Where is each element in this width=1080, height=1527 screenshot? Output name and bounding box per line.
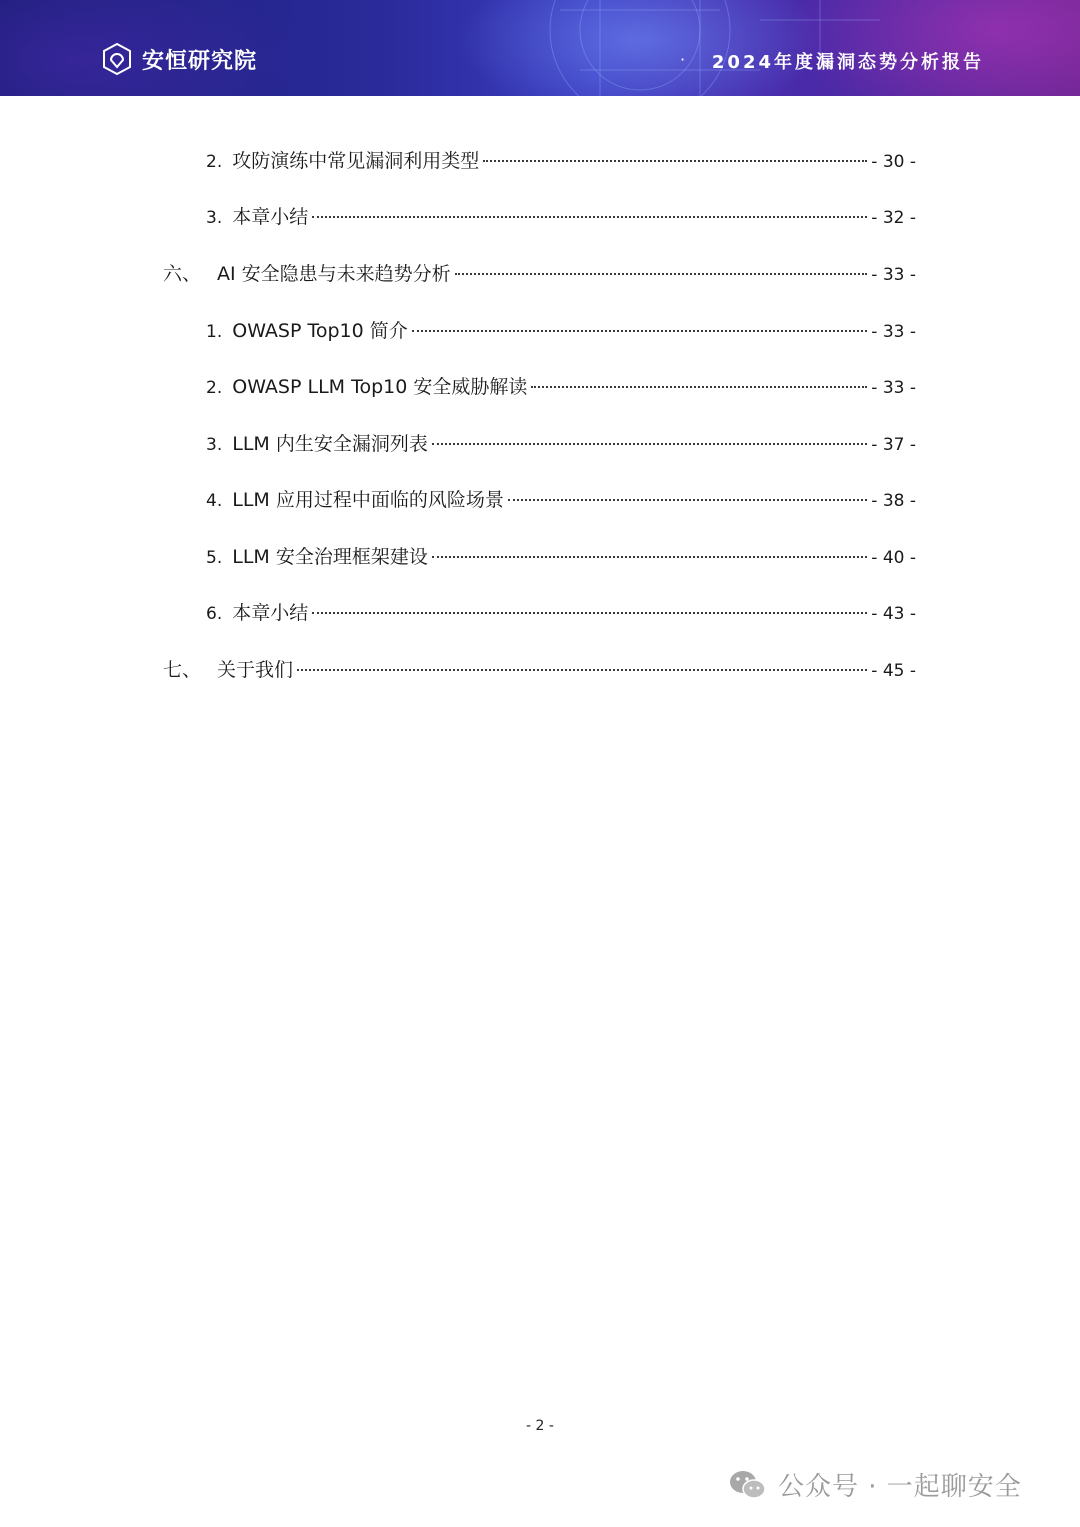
toc-entry[interactable]: [206, 487, 916, 514]
toc-entry-title: LLM 安全治理框架建设: [232, 546, 428, 568]
report-title: 2024年度漏洞态势分析报告: [711, 52, 984, 73]
toc-entry-page: - 32 -: [871, 208, 916, 228]
toc-entry-title: 关于我们: [217, 659, 294, 681]
watermark: [728, 1466, 1022, 1503]
toc-entry-title: AI 安全隐患与未来趋势分析: [217, 263, 451, 285]
toc-entry-number: 4.: [206, 491, 223, 511]
toc-entry-page: - 33 -: [871, 322, 916, 342]
toc-entry-number: 1.: [206, 322, 223, 342]
toc-entry-title: 本章小结: [232, 206, 309, 228]
toc-entry-page: - 30 -: [871, 152, 916, 172]
toc-entry[interactable]: [206, 600, 916, 627]
toc-entry-number: 3.: [206, 208, 223, 228]
dot-leader: [432, 556, 867, 558]
toc-entry-title: OWASP LLM Top10 安全威胁解读: [232, 376, 528, 398]
toc-entry[interactable]: [163, 657, 916, 684]
toc-entry-page: - 38 -: [871, 491, 916, 511]
org-name: 安恒研究院: [142, 48, 258, 74]
watermark-text: 公众号 · 一起聊安全: [778, 1472, 1022, 1502]
toc-entry-number: 2.: [206, 378, 223, 398]
toc-entry-page: - 37 -: [871, 435, 916, 455]
toc-entry-number: 6.: [206, 604, 223, 624]
shield-logo-icon: [100, 42, 134, 76]
toc-entry-title: LLM 内生安全漏洞列表: [232, 433, 428, 455]
toc-entry-page: - 43 -: [871, 604, 916, 624]
toc-entry-title: LLM 应用过程中面临的风险场景: [232, 489, 504, 511]
toc-entry[interactable]: [163, 261, 916, 288]
toc-entry-page: - 45 -: [871, 661, 916, 681]
toc-entry-title: 本章小结: [232, 602, 309, 624]
dot-leader: [432, 443, 867, 445]
header-banner: [0, 0, 1080, 96]
dot-leader: [312, 216, 867, 218]
dot-leader: [412, 330, 868, 332]
toc-entry[interactable]: [206, 374, 916, 401]
org-logo: [100, 42, 257, 76]
toc-entry-page: - 33 -: [871, 378, 916, 398]
dot-leader: [483, 160, 867, 162]
dot-leader: [312, 612, 867, 614]
dot-leader: [455, 273, 868, 275]
toc-entry-page: - 33 -: [871, 265, 916, 285]
toc-entry-number: 2.: [206, 152, 223, 172]
toc-entry-number: 3.: [206, 435, 223, 455]
title-dot: ·: [680, 50, 686, 69]
toc-entry[interactable]: [206, 544, 916, 571]
dot-leader: [508, 499, 867, 501]
toc-entry[interactable]: [206, 148, 916, 175]
toc-entry-number: 七、: [163, 659, 202, 681]
page-number: - 2 -: [526, 1418, 554, 1434]
toc-entry-number: 六、: [163, 263, 202, 285]
dot-leader: [531, 386, 867, 388]
wechat-icon: [728, 1468, 768, 1502]
dot-leader: [297, 669, 867, 671]
toc-entry[interactable]: [206, 204, 916, 231]
toc-entry-title: 攻防演练中常见漏洞利用类型: [232, 150, 480, 172]
toc-entry-number: 5.: [206, 548, 223, 568]
toc-entry[interactable]: [206, 318, 916, 345]
toc-entry-page: - 40 -: [871, 548, 916, 568]
toc-entry-title: OWASP Top10 简介: [232, 320, 408, 342]
toc-entry[interactable]: [206, 431, 916, 458]
